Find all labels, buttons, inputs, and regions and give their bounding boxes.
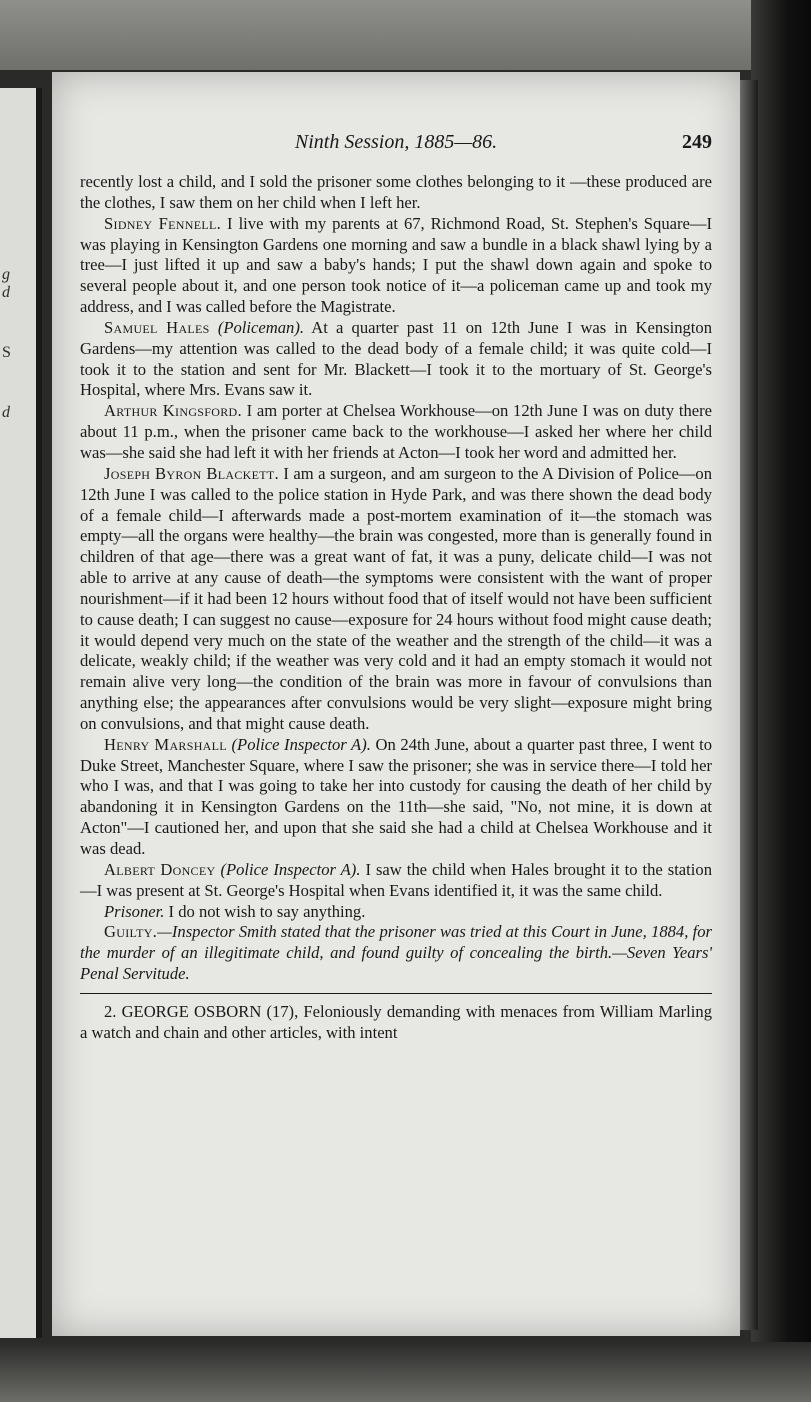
facing-page-fragment: d: [2, 284, 10, 301]
verdict-text: —Inspector Smith stated that the prisoner was tried at this Court in June, 1884, for the murder of an illegitimate child, and found guilty of concealing the birth.—Seven Years' Penal Servitude.: [80, 922, 712, 984]
witness-name: Albert Doncey: [104, 859, 216, 879]
witness-role: (Police Inspector A).: [231, 734, 371, 754]
session-title: Ninth Session, 1885—86.: [294, 131, 498, 153]
testimony-text: At a quarter past 11 on 12th June I was in Kensington Gardens—my attention was called to the dead body of a female child; it was quite cold—I took it to the station and sent for Mr. Blackett—I took it to the mortuary of St. George's Hospital, where Mrs. Evans saw it.: [80, 317, 713, 400]
page-binding-shadow: [740, 80, 758, 1330]
scan-background-top: [0, 0, 811, 70]
testimony-text: I live with my parents at 67, Richmond Road, St. Stephen's Square—I was playing in Kensington Gardens one morning and saw a bundle in a black shawl lying by a tree—I just lifted it up and saw a baby's hands; I put the shawl down again and spoke to several people about it, and one person took notice of it—a policeman came up and took my address, and I was called before the Magistrate.: [80, 213, 713, 317]
case-divider: [80, 993, 712, 994]
prisoner-statement: [80, 902, 712, 923]
facing-page-edge: [0, 88, 42, 1338]
running-head: [80, 132, 712, 158]
paragraph-text: recently lost a child, and I sold the prisoner some clothes belonging to it —these produced are the clothes, I saw them on her child when I left her.: [80, 172, 712, 212]
testimony-paragraph: [80, 860, 712, 902]
page-number: 249: [682, 131, 712, 153]
witness-name: Samuel Hales: [104, 317, 210, 337]
facing-page-fragment: S: [2, 344, 11, 361]
next-case-heading: [80, 1002, 712, 1044]
testimony-text: I am porter at Chelsea Workhouse—on 12th June I was on duty there about 11 p.m., when the prisoner came back to the workhouse—I asked her where her child was—she said she had left it with her friends at Acton—I took her word and admitted her.: [80, 401, 712, 462]
scan-background-bottom: [0, 1342, 811, 1402]
testimony-paragraph: [80, 464, 712, 735]
scan-background-right: [751, 0, 811, 1402]
witness-name: Joseph Byron Blackett.: [104, 463, 279, 483]
body-text: [80, 172, 712, 1044]
prisoner-label: Prisoner.: [104, 901, 165, 921]
paragraph: [80, 172, 712, 214]
testimony-paragraph: [80, 318, 712, 401]
witness-role: (Police Inspector A).: [220, 859, 361, 879]
testimony-text: I am a surgeon, and am surgeon to the A Division of Police—on 12th June I was called to the police station in Hyde Park, and was there shown the dead body of a female child—I afterwards made a post-mortem examination of it—the stomach was empty—all the organs were healthy—the brain was congested, more than is generally found in children of that age—there was a great want of fat, it was a puny, delicate child—I was not able to arrive at any cause of death—the symptoms were consistent with the want of proper nourishment—if it had been 12 hours without food that of itself would not have been sufficient to cause death; I can suggest no cause—exposure for 24 hours without food might cause death; it would depend very much on the state of the weather and the strength of the child—it was a delicate, weakly child; if the weather was very cold and it had an empty stomach it would not remain alive very long—the condition of the brain was more in favour of convulsions than anything else; the appearances after convulsions would be very slight—exposure might bring on convulsions, and that might cause death.: [80, 463, 712, 733]
verdict: [80, 922, 712, 985]
book-page: [52, 72, 740, 1336]
facing-page-fragment: d: [2, 404, 10, 421]
prisoner-statement-text: I do not wish to say anything.: [164, 901, 366, 921]
testimony-paragraph: [80, 735, 712, 860]
facing-page-fragment: g: [2, 266, 10, 283]
testimony-text: On 24th June, about a quarter past three, I went to Duke Street, Manchester Square, where I saw the prisoner; she was in service there—I told her who I was, and that I was going to take her into custody for causing the death of her child by abandoning it in Kensington Gardens on the 11th—she said, "No, not mine, it is down at Acton"—I cautioned her, and upon that she said she had a child at Chelsea Workhouse and it was dead.: [80, 734, 712, 858]
testimony-paragraph: [80, 214, 712, 318]
next-case: [80, 1002, 712, 1044]
testimony-text: I saw the child when Hales brought it to the station—I was present at St. George's Hospital when Evans identified it, it was the same child.: [80, 859, 712, 900]
witness-name: Sidney Fennell.: [104, 213, 222, 233]
next-case-text: 2. GEORGE OSBORN (17), Feloniously demanding with menaces from William Marling a watch and chain and other articles, with intent: [80, 1001, 712, 1042]
witness-name: Arthur Kingsford.: [104, 401, 242, 421]
testimony-paragraph: [80, 401, 712, 464]
witness-name: Henry Marshall: [104, 734, 227, 754]
verdict-label: Guilty.: [104, 922, 158, 942]
witness-role: (Policeman).: [217, 317, 304, 337]
